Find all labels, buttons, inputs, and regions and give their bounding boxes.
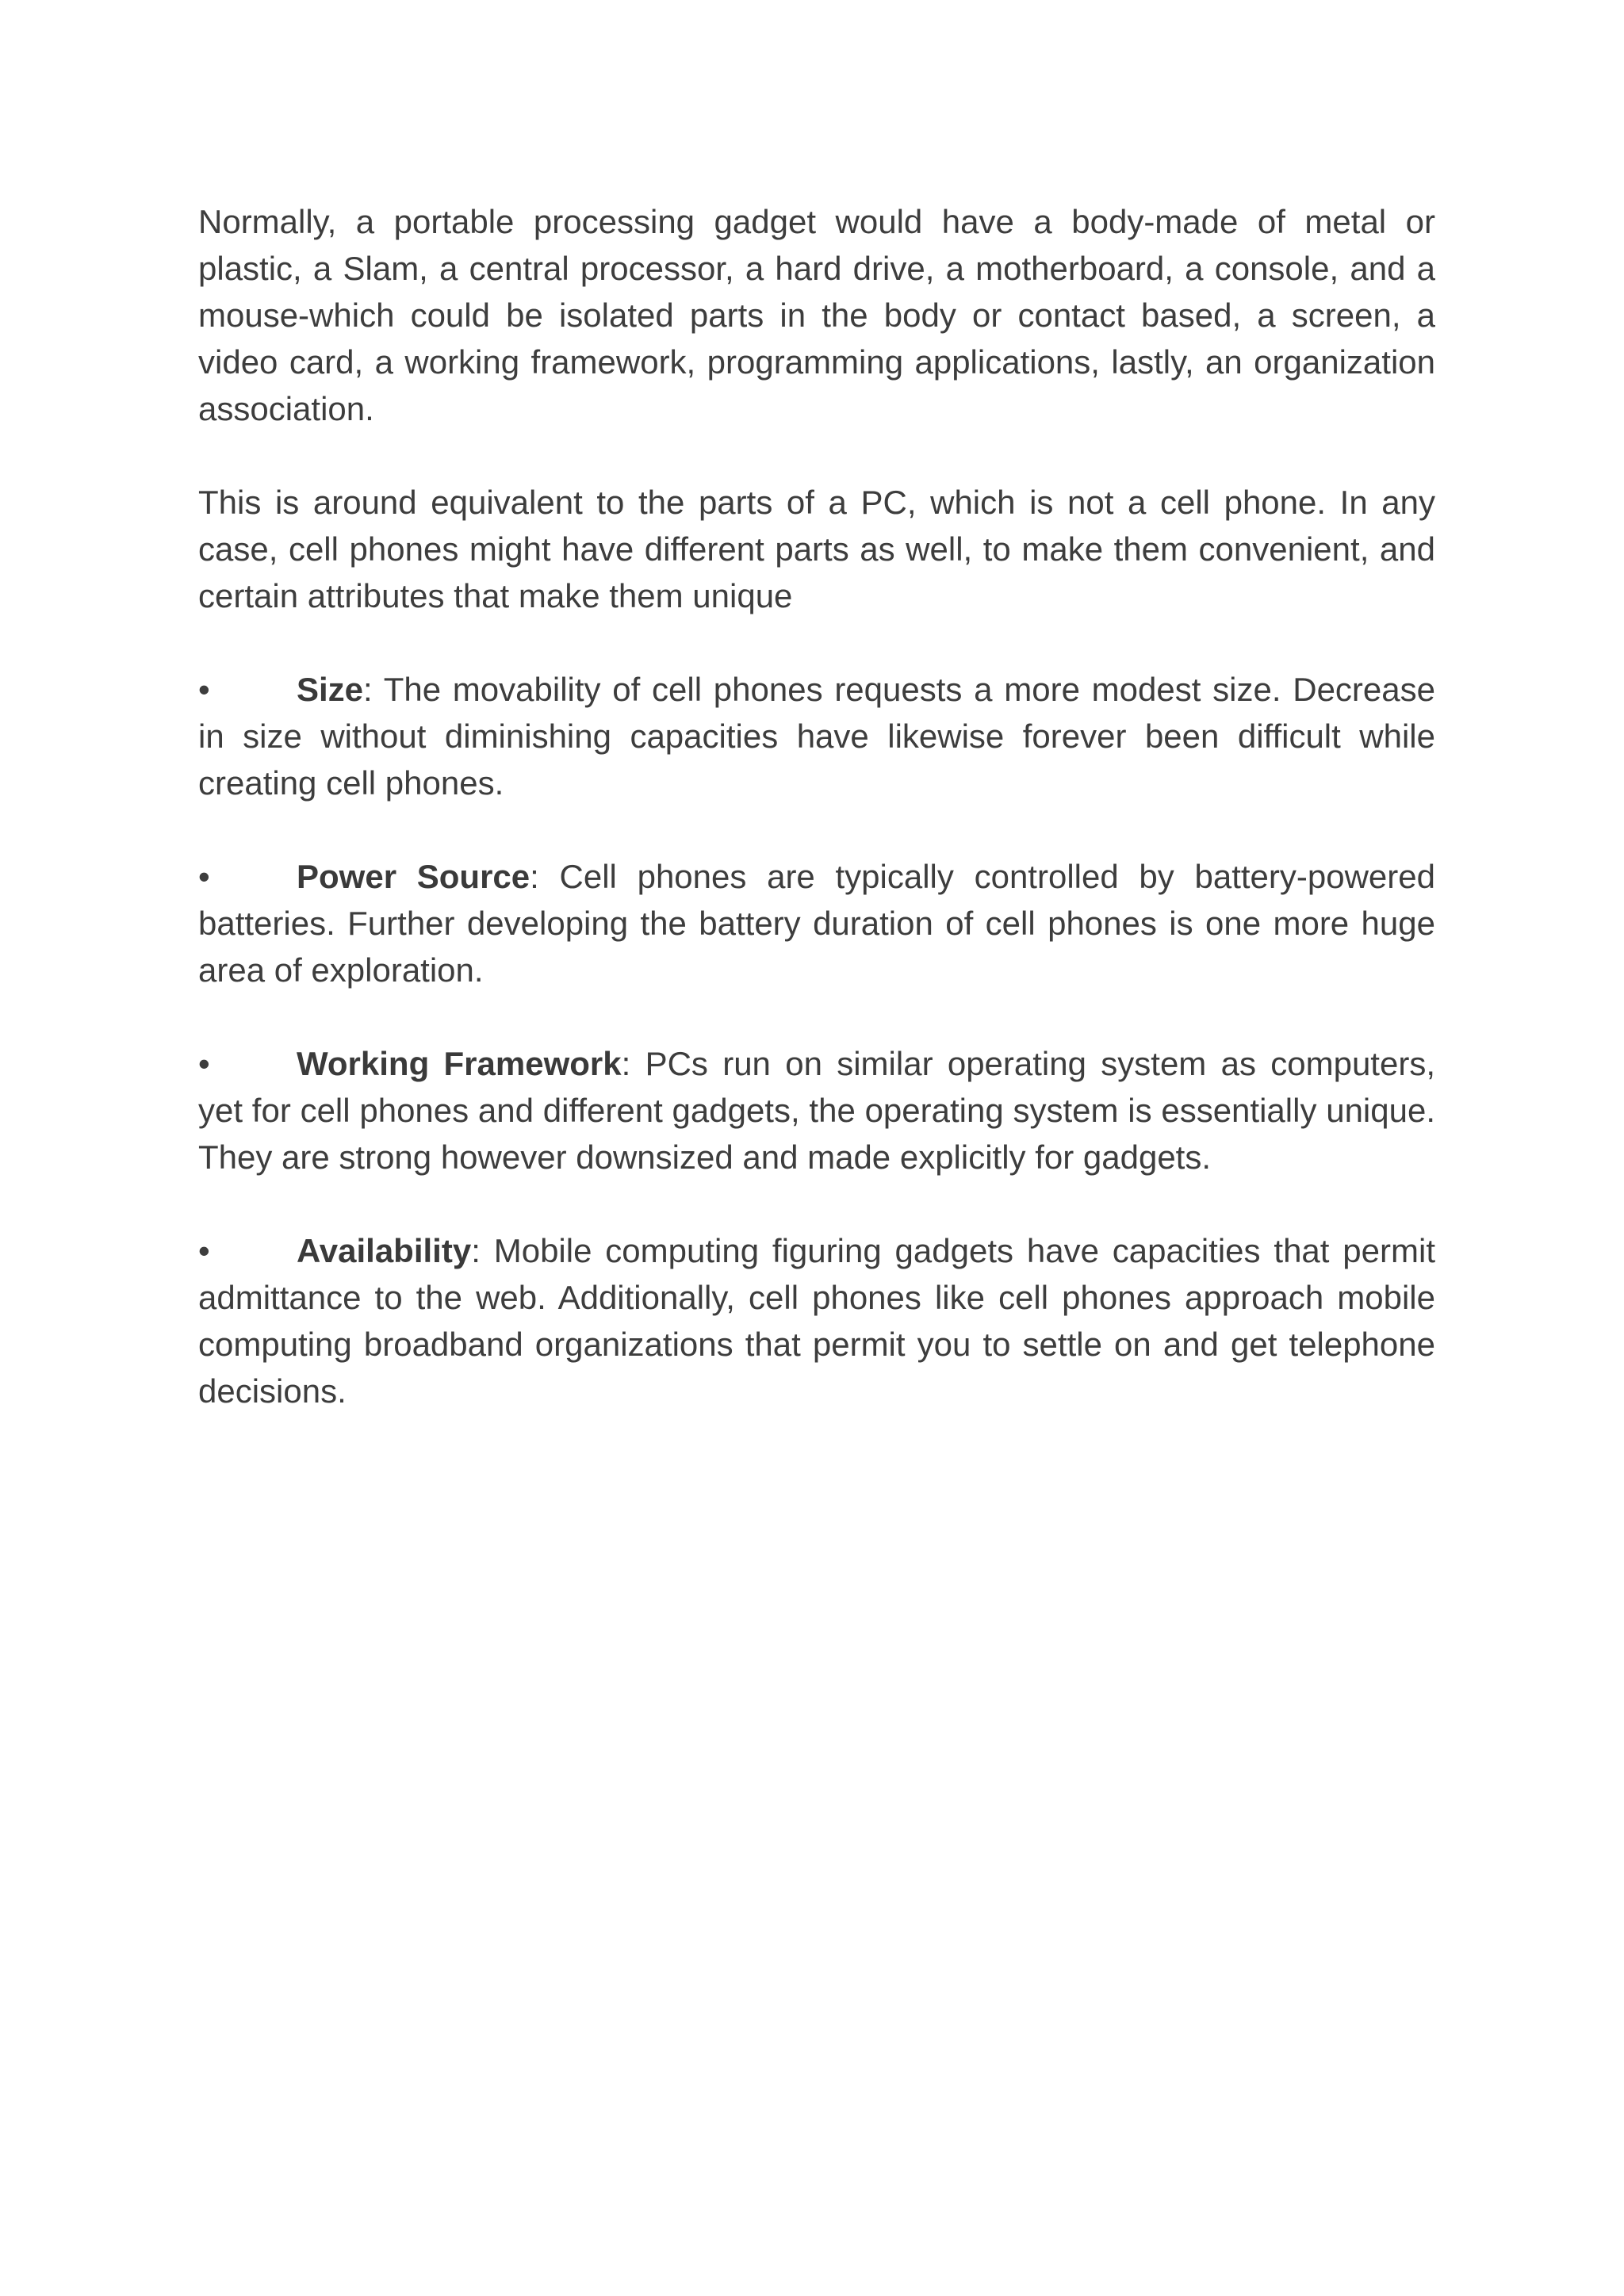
bullet-term: Working Framework [297, 1045, 622, 1082]
bullet-item-size [198, 666, 1435, 806]
bullet-text: : The movability of cell phones requests a more modest size. Decrease in size without diminishing capacities have likewise forever been difficult while creating cell phones. [198, 671, 1435, 802]
bullet-icon: • [198, 1045, 210, 1082]
bullet-item-availability [198, 1227, 1435, 1414]
bullet-icon: • [198, 1232, 210, 1269]
bullet-item-power-source [198, 853, 1435, 993]
bullet-term: Power Source [297, 858, 530, 895]
bullet-text: : PCs run on similar operating system as computers, yet for cell phones and different gadgets, the operating system is essentially unique. They are strong however downsized and made explicitly for gadgets. [198, 1045, 1435, 1176]
bullet-text: : Cell phones are typically controlled by battery-powered batteries. Further developing the battery duration of cell phones is one more huge area of exploration. [198, 858, 1435, 989]
bullet-text: : Mobile computing figuring gadgets have capacities that permit admittance to the web. Additionally, cell phones like cell phones approach mobile computing broadband organizations that permit you to settle on and get telephone decisions. [198, 1232, 1435, 1410]
bullet-term: Size [297, 671, 364, 708]
paragraph-intro: Normally, a portable processing gadget would have a body-made of metal or plastic, a Slam, a central processor, a hard drive, a motherboard, a console, and a mouse-which could be isolated parts in the body or contact based, a screen, a video card, a working framework, programming applications, lastly, an organization association. [198, 203, 1435, 427]
bullet-item-working-framework [198, 1040, 1435, 1181]
bullet-term: Availability [297, 1232, 472, 1269]
bullet-icon: • [198, 671, 210, 708]
bullet-icon: • [198, 858, 210, 895]
paragraph-comparison: This is around equivalent to the parts of a PC, which is not a cell phone. In any case, cell phones might have different parts as well, to make them convenient, and certain attributes that make them unique [198, 484, 1435, 614]
document-body [198, 198, 1435, 1461]
